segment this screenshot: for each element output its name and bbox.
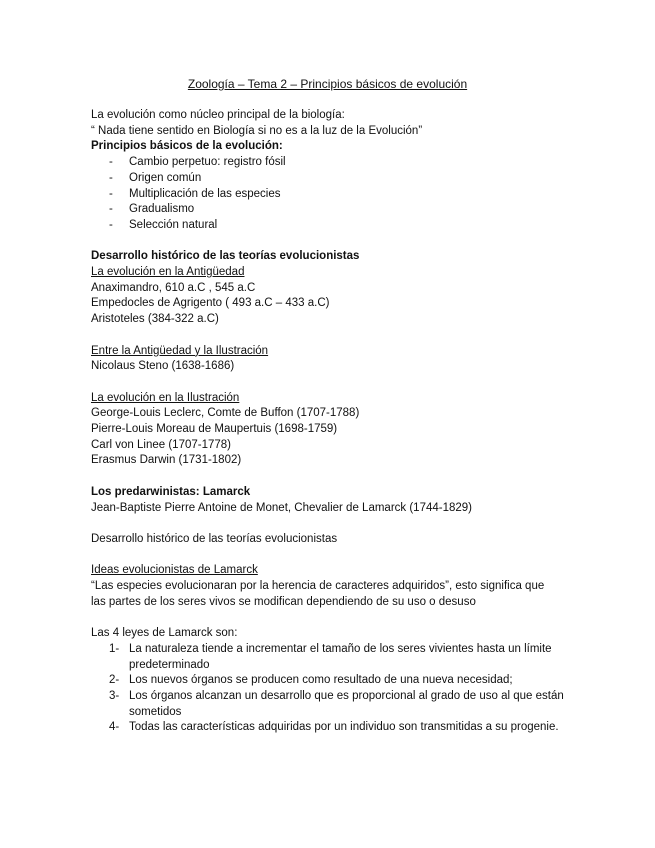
antiquity-item: Aristoteles (384-322 a.C) bbox=[91, 313, 219, 326]
document-body bbox=[91, 108, 571, 736]
principles-heading: Principios básicos de la evolución: bbox=[91, 140, 283, 153]
history-heading-repeat: Desarrollo histórico de las teorías evolucionistas bbox=[91, 532, 338, 545]
law-item bbox=[91, 673, 571, 689]
list-item bbox=[91, 202, 571, 218]
list-item bbox=[91, 171, 571, 187]
law-item bbox=[91, 642, 571, 673]
list-item-text: Selección natural bbox=[129, 218, 218, 231]
list-item bbox=[91, 218, 571, 234]
law-text: Los órganos alcanzan un desarrollo que es proporcional al grado de uso al que están sometidos bbox=[129, 689, 564, 718]
bullet-marker: - bbox=[109, 203, 113, 216]
law-item bbox=[91, 689, 571, 720]
illustration-item: Pierre-Louis Moreau de Maupertuis (1698-1759) bbox=[91, 423, 338, 436]
lamarck-heading: Los predarwinistas: Lamarck bbox=[91, 485, 251, 498]
ideas-heading: Ideas evolucionistas de Lamarck bbox=[91, 564, 258, 577]
illustration-heading: La evolución en la Ilustración bbox=[91, 391, 240, 404]
bullet-marker: - bbox=[109, 218, 113, 231]
law-number: 3- bbox=[109, 689, 120, 702]
laws-heading: Las 4 leyes de Lamarck son: bbox=[91, 627, 238, 640]
bullet-marker: - bbox=[109, 156, 113, 169]
law-text: Los nuevos órganos se producen como resultado de una nueva necesidad; bbox=[129, 674, 513, 687]
lamarck-name: Jean-Baptiste Pierre Antoine de Monet, Chevalier de Lamarck (1744-1829) bbox=[91, 501, 472, 514]
law-number: 2- bbox=[109, 674, 120, 687]
law-text: La naturaleza tiende a incrementar el tamaño de los seres vivientes hasta un límite predeterminado bbox=[129, 642, 552, 671]
list-item-text: Origen común bbox=[129, 171, 202, 184]
ideas-text: “Las especies evolucionaran por la herencia de caracteres adquiridos”, esto significa que bbox=[91, 580, 545, 592]
list-item-text: Cambio perpetuo: registro fósil bbox=[129, 156, 286, 169]
illustration-item: Carl von Linee (1707-1778) bbox=[91, 438, 232, 451]
law-text: Todas las características adquiridas por un individuo son transmitidas a su progenie. bbox=[129, 721, 559, 734]
antiquity-item: Empedocles de Agrigento ( 493 a.C – 433 a.C) bbox=[91, 297, 330, 310]
between-item: Nicolaus Steno (1638-1686) bbox=[91, 360, 235, 373]
list-item bbox=[91, 155, 571, 171]
law-number: 4- bbox=[109, 721, 120, 734]
list-item-text: Multiplicación de las especies bbox=[129, 187, 281, 200]
list-item bbox=[91, 187, 571, 203]
list-item-text: Gradualismo bbox=[129, 203, 195, 216]
intro-line: La evolución como núcleo principal de la biología: bbox=[91, 109, 345, 121]
history-heading: Desarrollo histórico de las teorías evolucionistas bbox=[91, 250, 360, 263]
law-number: 1- bbox=[109, 642, 120, 655]
intro-quote: “ Nada tiene sentido en Biología si no es a la luz de la Evolución” bbox=[91, 124, 423, 137]
page-title: Zoología – Tema 2 – Principios básicos de evolución bbox=[187, 77, 468, 91]
antiquity-heading: La evolución en la Antigüedad bbox=[91, 266, 245, 279]
bullet-marker: - bbox=[109, 187, 113, 200]
ideas-text: las partes de los seres vivos se modifican dependiendo de su uso o desuso bbox=[91, 595, 476, 608]
law-item bbox=[91, 720, 571, 736]
illustration-item: Erasmus Darwin (1731-1802) bbox=[91, 454, 242, 467]
antiquity-item: Anaximandro, 610 a.C , 545 a.C bbox=[91, 281, 256, 294]
between-heading: Entre la Antigüedad y la Ilustración bbox=[91, 344, 269, 357]
bullet-marker: - bbox=[109, 171, 113, 184]
illustration-item: George-Louis Leclerc, Comte de Buffon (1707-1788) bbox=[91, 407, 360, 420]
